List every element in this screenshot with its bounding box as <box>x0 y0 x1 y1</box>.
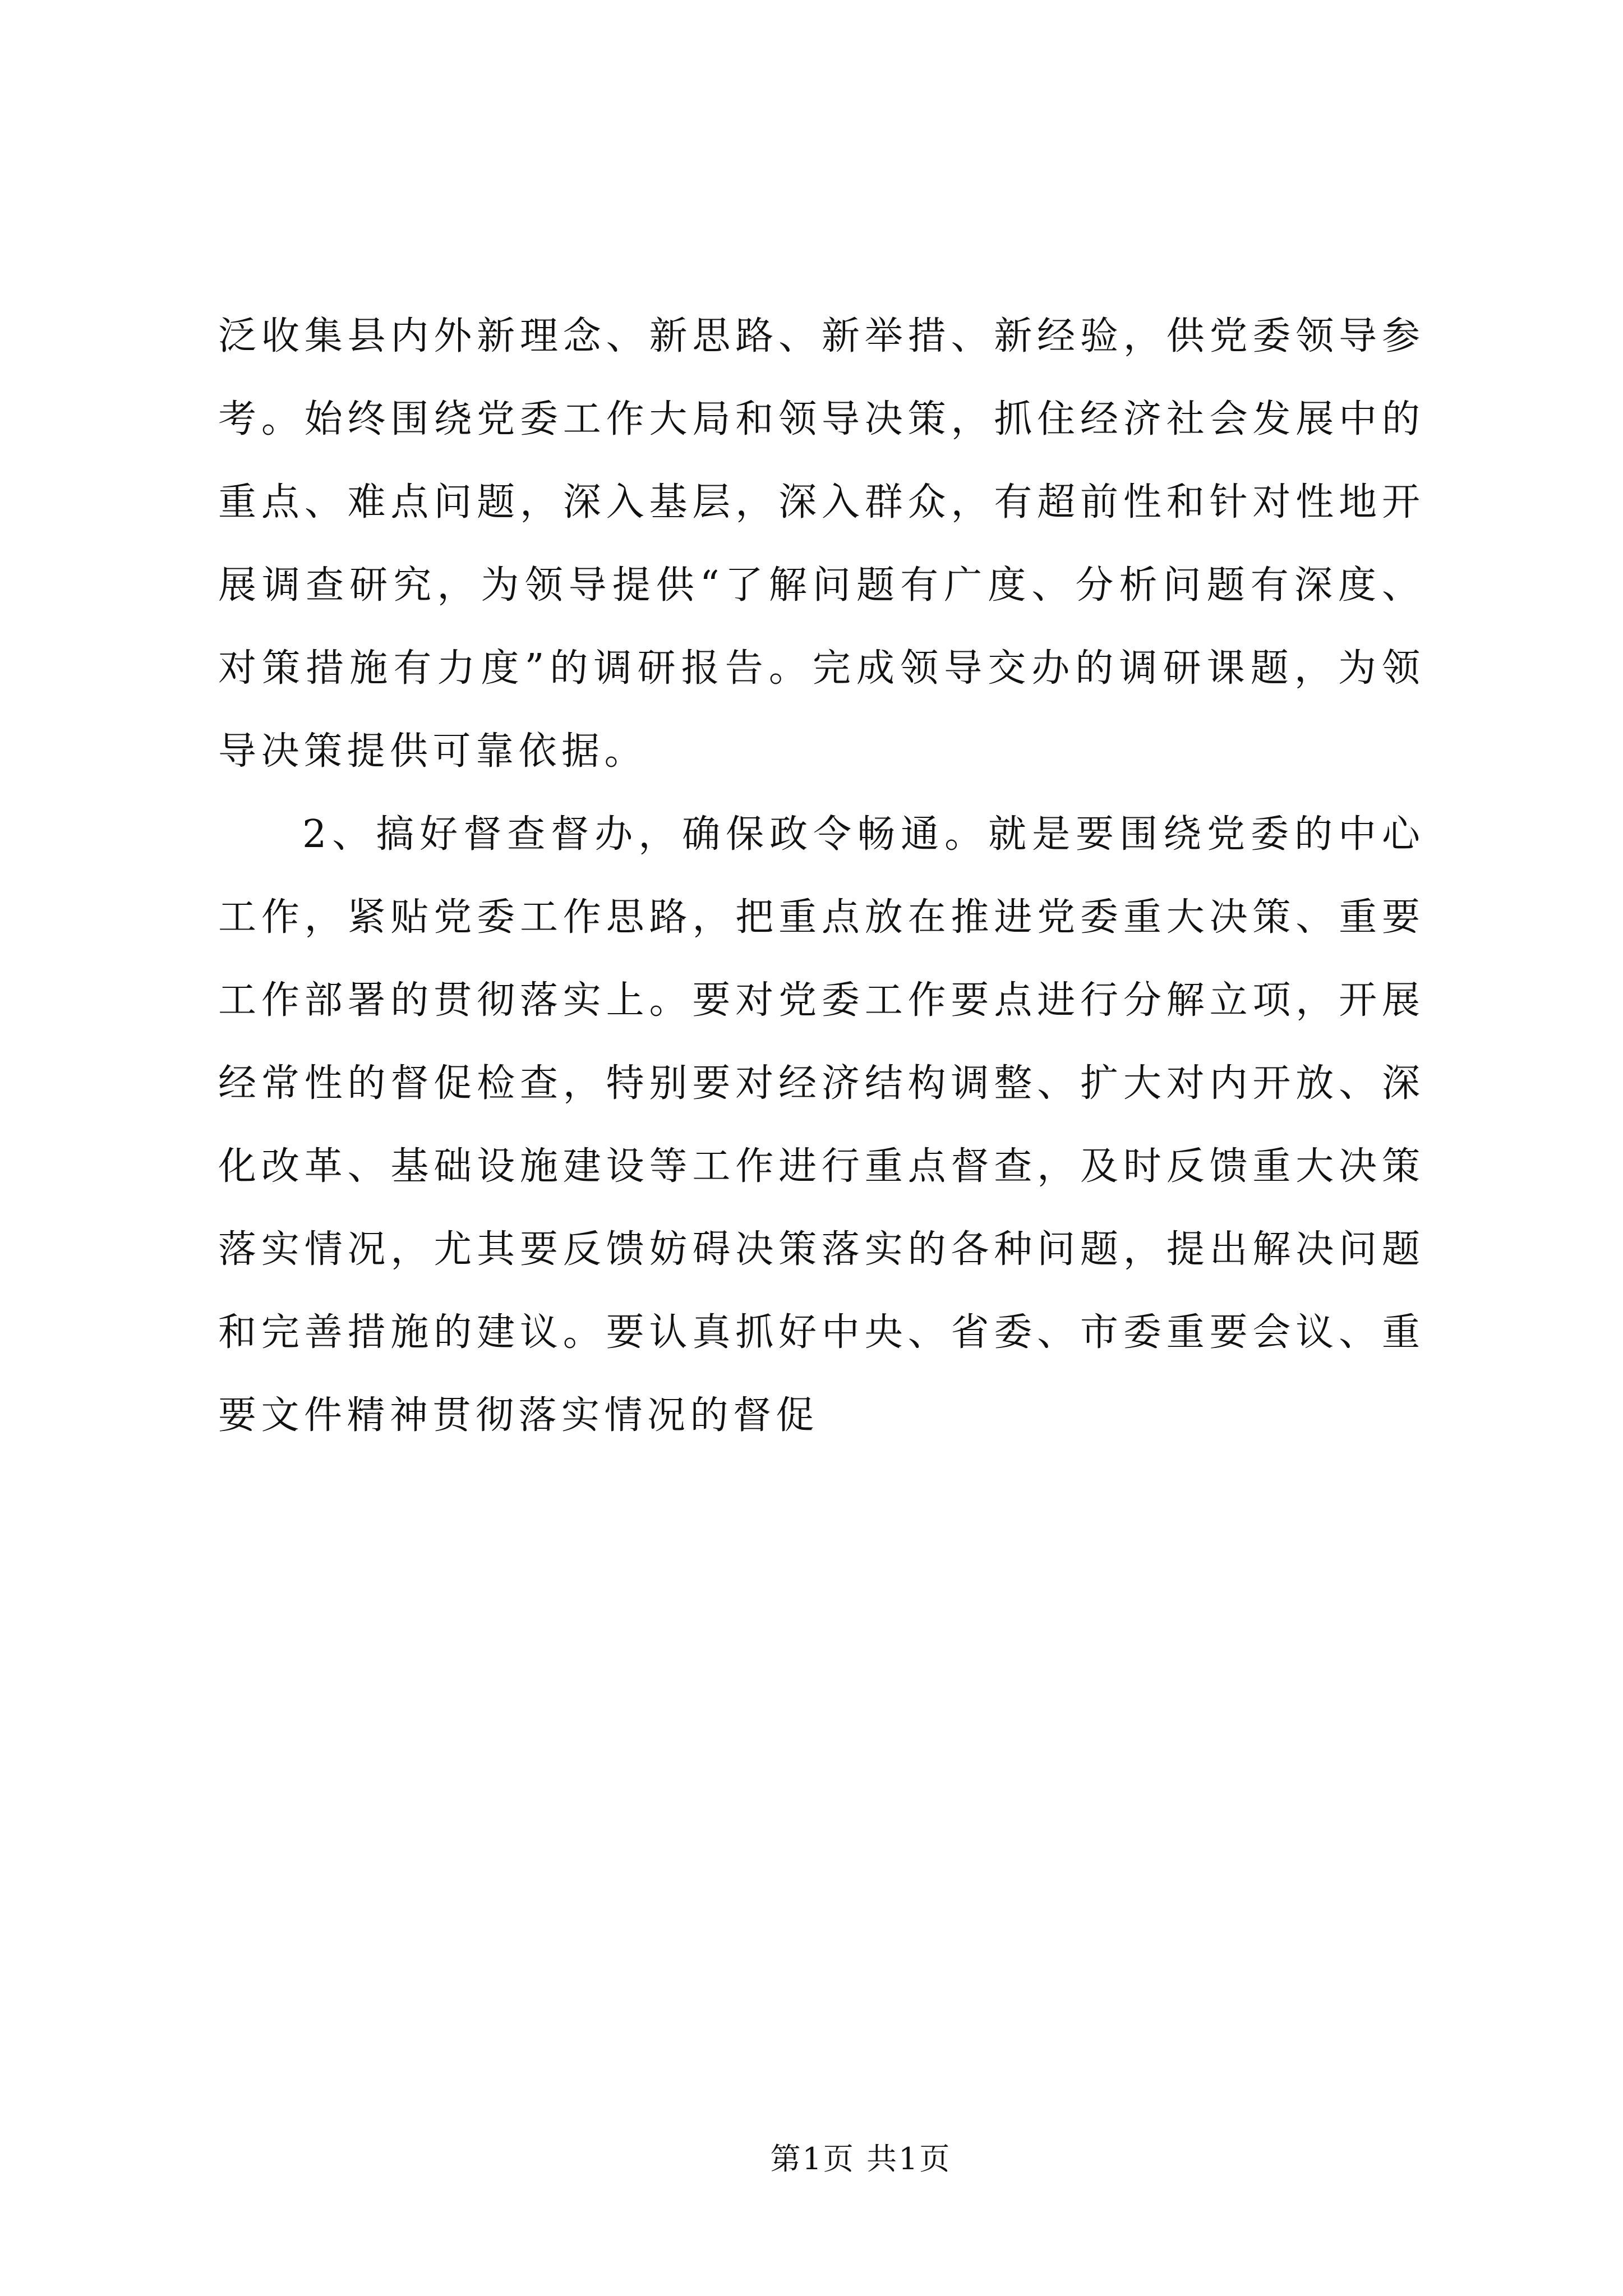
text-line: 工作部署的贯彻落实上。要对党委工作要点进行分解立项，开展 <box>218 978 1424 1023</box>
text-line: 考。始终围绕党委工作大局和领导决策，抓住经济社会发展中的 <box>218 397 1424 441</box>
text-line: 经常性的督促检查，特别要对经济结构调整、扩大对内开放、深 <box>218 1061 1424 1106</box>
text-line: 2、搞好督查督办，确保政令畅通。就是要围绕党委的中心 <box>302 812 1424 857</box>
paragraph <box>218 295 1424 793</box>
text-line: 化改革、基础设施建设等工作进行重点督查，及时反馈重大决策 <box>218 1144 1424 1189</box>
paragraph <box>218 793 1424 1457</box>
text-line: 落实情况，尤其要反馈妨碍决策落实的各种问题，提出解决问题 <box>218 1227 1424 1272</box>
text-line: 要文件精神贯彻落实情况的督促 <box>218 1393 819 1438</box>
page-footer: 第1页 共1页 <box>770 2141 952 2177</box>
text-line: 展调查研究，为领导提供“了解问题有广度、分析问题有深度、 <box>218 563 1424 608</box>
text-line: 导决策提供可靠依据。 <box>218 729 648 774</box>
text-line: 泛收集县内外新理念、新思路、新举措、新经验，供党委领导参 <box>218 314 1424 358</box>
text-line: 重点、难点问题，深入基层，深入群众，有超前性和针对性地开 <box>218 480 1424 524</box>
document-body <box>218 295 1424 1457</box>
text-line: 工作，紧贴党委工作思路，把重点放在推进党委重大决策、重要 <box>218 895 1424 940</box>
text-line: 对策措施有力度”的调研报告。完成领导交办的调研课题，为领 <box>218 646 1424 691</box>
text-line: 和完善措施的建议。要认真抓好中央、省委、市委重要会议、重 <box>218 1310 1424 1355</box>
